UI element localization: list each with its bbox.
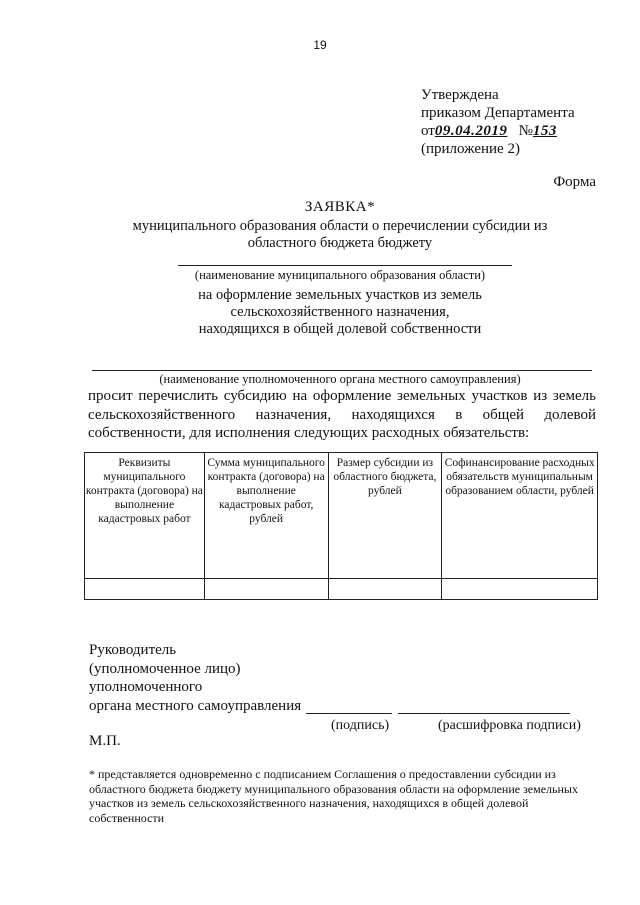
signer-line2: (уполномоченное лицо) (89, 660, 241, 677)
table-cell[interactable] (204, 579, 328, 600)
authority-name-line (92, 370, 592, 371)
municipality-caption: (наименование муниципального образования области) (194, 268, 486, 282)
purpose-block (0, 287, 640, 338)
header-contract-details: Реквизиты муниципального контракта (договора) на выполнение кадастровых работ (85, 453, 205, 579)
subtitle-line2: областного бюджета бюджету (247, 235, 433, 251)
header-contract-sum: Сумма муниципального контракта (договора) на выполнение кадастровых работ, рублей (204, 453, 328, 579)
document-title: ЗАЯВКА* (304, 199, 376, 215)
handwritten-date: 09.04.2019 (434, 123, 508, 139)
header-cofinancing: Софинансирование расходных обязательств муниципальным образованием области, рублей (442, 453, 598, 579)
purpose-line3: находящихся в общей долевой собственности (198, 321, 482, 337)
approval-line4: (приложение 2) (421, 141, 520, 157)
signature-line (306, 713, 392, 714)
date-prefix: от (421, 123, 435, 139)
footnote: * представляется одновременно с подписанием Соглашения о предоставлении субсидии из областного бюджета бюджету муниципального образования области на оформление земельных участков из земель сельскохозяйственного назначения, находящихся в общей долевой собственности (89, 767, 578, 825)
request-paragraph (88, 387, 596, 443)
approval-line1: Утверждена (421, 87, 499, 103)
signer-line3: уполномоченного (89, 679, 203, 695)
table-cell[interactable] (85, 579, 205, 600)
signer-block (89, 641, 301, 715)
signer-line4: органа местного самоуправления (89, 697, 302, 714)
number-prefix: № (518, 123, 533, 139)
approval-date-line (421, 122, 575, 140)
decode-line (398, 713, 570, 714)
header-subsidy-amount: Размер субсидии из областного бюджета, рублей (328, 453, 442, 579)
purpose-line2: сельскохозяйственного назначения, (230, 304, 450, 320)
form-label: Форма (553, 174, 596, 190)
table-cell[interactable] (442, 579, 598, 600)
table-row (85, 579, 598, 600)
table-cell[interactable] (328, 579, 442, 600)
signer-line1: Руководитель (89, 642, 177, 658)
subtitle-line1: муниципального образования области о перечислении субсидии из (132, 218, 548, 234)
decode-caption: (расшифровка подписи) (438, 718, 581, 733)
purpose-line1: на оформление земельных участков из земель (198, 287, 482, 303)
page-number: 19 (313, 38, 327, 52)
expenditure-table (84, 452, 598, 600)
request-line2: сельскохозяйственного назначения, находящихся в общей долевой (88, 406, 596, 423)
municipality-name-line (178, 265, 512, 266)
stamp-label: М.П. (89, 733, 121, 749)
document-subtitle (0, 218, 640, 252)
authority-caption: (наименование уполномоченного органа местного самоуправления) (159, 372, 521, 386)
approval-line2: приказом Департамента (421, 105, 575, 121)
handwritten-number: 153 (532, 123, 557, 139)
approval-block (421, 86, 575, 158)
signature-caption: (подпись) (331, 718, 390, 733)
request-line3: собственности, для исполнения следующих расходных обязательств: (88, 425, 530, 441)
request-line1: просит перечислить субсидию на оформление земельных участков из земель (88, 388, 596, 404)
